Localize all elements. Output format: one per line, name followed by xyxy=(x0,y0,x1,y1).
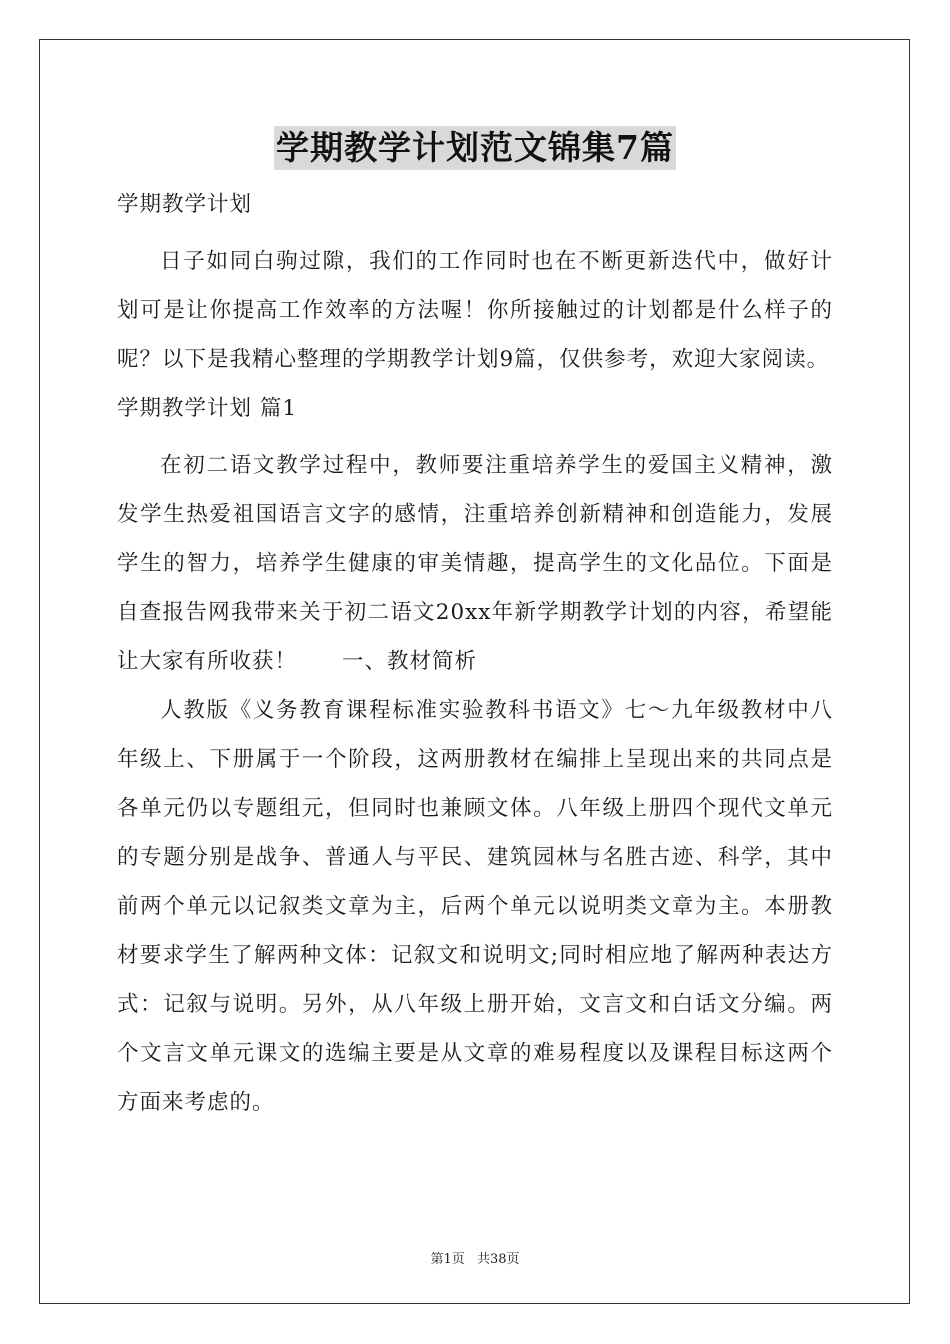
document-title: 学期教学计划范文锦集7篇 xyxy=(274,126,676,170)
page-total: 共38页 xyxy=(476,1252,520,1267)
section-paragraph-2: 人教版《义务教育课程标准实验教科书语文》七～九年级教材中八年级上、下册属于一个阶段，这两册教材在编排上呈现出来的共同点是各单元仍以专题组元，但同时也兼顾文体。八年级上册四个现代文单元的专题分别是战争、普通人与平民、建筑园林与名胜古迹、科学，其中前两个单元以记叙类文章为主，后两个单元以说明类文章为主。本册教材要求学生了解两种文体：记叙文和说明文;同时相应地了解两种表达方式：记叙与说明。另外，从八年级上册开始，文言文和白话文分编。两个文言文单元课文的选编主要是从文章的难易程度以及课程目标这两个方面来考虑的。 xyxy=(117,698,833,1115)
main-heading: 学期教学计划 xyxy=(117,192,253,217)
page-footer xyxy=(0,1248,950,1267)
title-container xyxy=(0,126,950,170)
page-number: 第1页 xyxy=(430,1252,465,1267)
document-body xyxy=(117,180,833,1127)
intro-paragraph: 日子如同白驹过隙，我们的工作同时也在不断更新迭代中，做好计划可是让你提高工作效率的方法喔！你所接触过的计划都是什么样子的呢？以下是我精心整理的学期教学计划9篇，仅供参考，欢迎大家阅读。 xyxy=(117,249,833,372)
section-heading: 学期教学计划 篇1 xyxy=(117,396,298,421)
section-paragraph-1: 在初二语文教学过程中，教师要注重培养学生的爱国主义精神，激发学生热爱祖国语言文字的感情，注重培养创新精神和创造能力，发展学生的智力，培养学生健康的审美情趣，提高学生的文化品位。下面是自查报告网我带来关于初二语文20xx年新学期教学计划的内容，希望能让大家有所收获！ 一、教材简析 xyxy=(117,453,833,674)
